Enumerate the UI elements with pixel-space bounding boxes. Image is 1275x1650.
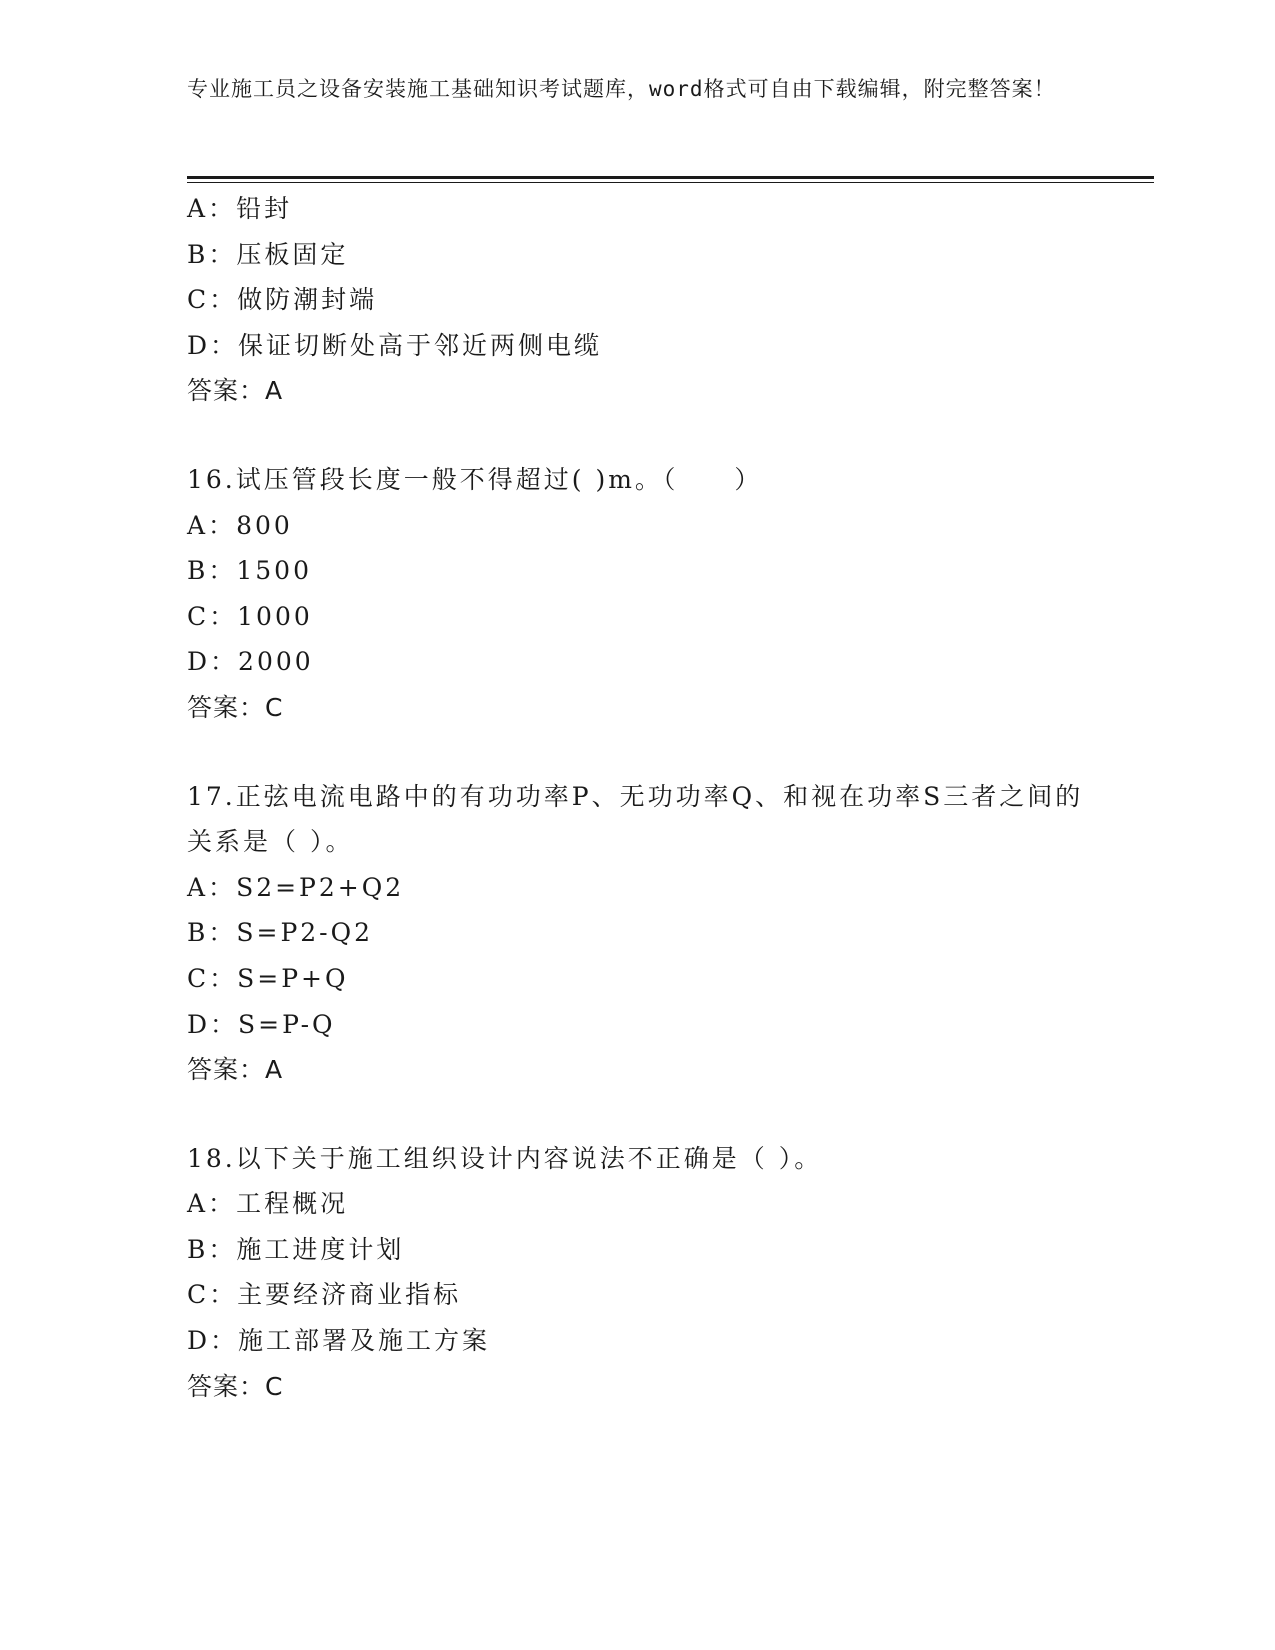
header-divider-thin <box>187 182 1154 183</box>
header-divider-thick <box>187 176 1154 179</box>
question-17 <box>187 774 1087 1093</box>
option-c: C：主要经济商业指标 <box>187 1280 462 1310</box>
answer-line: 答案：A <box>187 1055 284 1085</box>
question-15-continued <box>187 186 1087 414</box>
option-c: C：S=P+Q <box>187 963 349 993</box>
answer-line: 答案：C <box>187 1371 284 1401</box>
option-d: D：保证切断处高于邻近两侧电缆 <box>187 330 603 360</box>
option-a: A：铅封 <box>187 194 293 223</box>
question-list <box>187 186 1087 1409</box>
question-stem: 17.正弦电流电路中的有功功率P、无功功率Q、和视在功率S三者之间的关系是（ ）。 <box>187 781 1084 857</box>
option-b: B：S=P2-Q2 <box>187 918 374 948</box>
question-stem: 16.试压管段长度一般不得超过( )m。（ ） <box>187 464 763 494</box>
question-stem: 18.以下关于施工组织设计内容说法不正确是（ ）。 <box>187 1143 823 1173</box>
option-a: A：工程概况 <box>187 1189 349 1219</box>
question-16 <box>187 457 1087 731</box>
option-b: B：施工进度计划 <box>187 1234 405 1264</box>
document-header: 专业施工员之设备安装施工基础知识考试题库，word格式可自由下载编辑，附完整答案！ <box>187 77 1056 101</box>
option-d: D：S=P-Q <box>187 1009 336 1039</box>
answer-line: 答案：C <box>187 692 284 722</box>
option-d: D：2000 <box>187 647 314 677</box>
answer-line: 答案：A <box>187 376 284 406</box>
option-c: C：1000 <box>187 601 313 631</box>
option-a: A：S2=P2+Q2 <box>187 872 405 902</box>
option-c: C：做防潮封端 <box>187 285 378 315</box>
option-d: D：施工部署及施工方案 <box>187 1326 491 1356</box>
option-b: B：压板固定 <box>187 239 349 269</box>
option-b: B：1500 <box>187 556 312 586</box>
question-18 <box>187 1136 1087 1410</box>
option-a: A：800 <box>187 510 293 540</box>
